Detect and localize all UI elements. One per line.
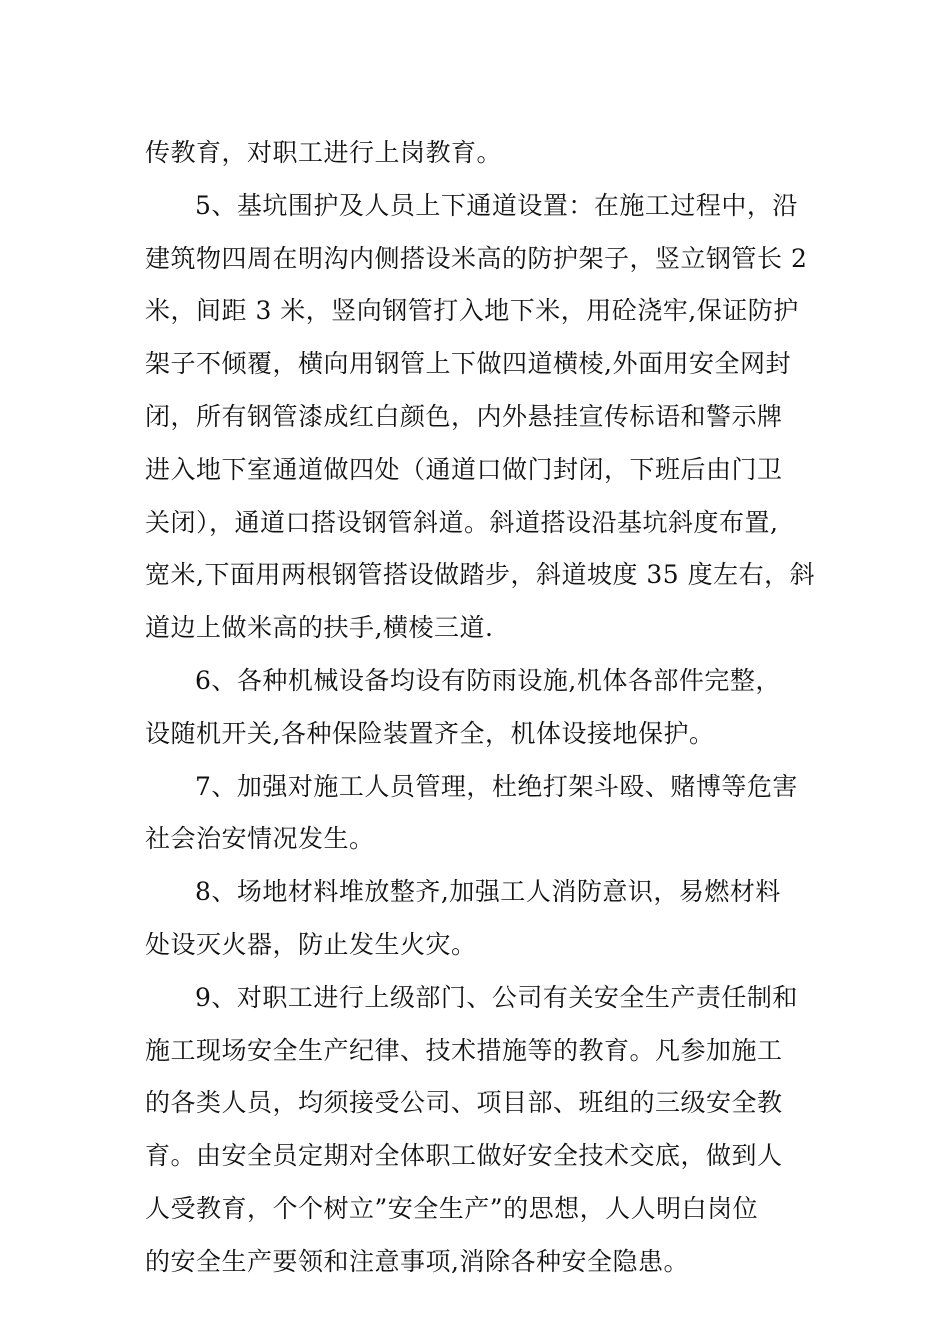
text-line: 建筑物四周在明沟内侧搭设米高的防护架子，竖立钢管长 2 <box>145 243 808 273</box>
text-line: 传教育，对职工进行上岗教育。 <box>145 138 503 167</box>
paragraph <box>145 866 809 972</box>
text-line: 的各类人员，均须接受公司、项目部、班组的三级安全教 <box>145 1088 783 1118</box>
text-line: 的安全生产要领和注意事项,消除各种安全隐患。 <box>145 1246 689 1276</box>
text-line: 社会治安情况发生。 <box>145 824 375 854</box>
paragraph <box>145 972 809 1289</box>
text-line: 育。由安全员定期对全体职工做好安全技术交底，做到人 <box>145 1141 783 1171</box>
text-line: 闭，所有钢管漆成红白颜色，内外悬挂宣传标语和警示牌 <box>145 401 783 431</box>
text-line: 7、加强对施工人员管理，杜绝打架斗殴、赌博等危害 <box>195 771 798 801</box>
text-line: 5、基坑围护及人员上下通道设置：在施工过程中，沿 <box>195 190 798 220</box>
text-line: 8、场地材料堆放整齐,加强工人消防意识，易燃材料 <box>195 877 781 907</box>
document-body <box>145 127 816 1289</box>
paragraph <box>145 127 809 180</box>
text-line: 道边上做米高的扶手,横棱三道. <box>145 613 494 643</box>
text-line: 宽米,下面用两根钢管搭设做踏步，斜道坡度 35 度左右，斜 <box>145 560 816 590</box>
text-line: 人受教育，个个树立”安全生产”的思想，人人明白岗位 <box>145 1193 759 1223</box>
paragraph <box>145 180 816 655</box>
text-line: 架子不倾覆，横向用钢管上下做四道横棱,外面用安全网封 <box>145 349 791 379</box>
text-line: 6、各种机械设备均设有防雨设施,机体各部件完整， <box>195 665 781 695</box>
text-line: 关闭），通道口搭设钢管斜道。斜道搭设沿基坑斜度布置, <box>145 507 779 537</box>
text-line: 设随机开关,各种保险装置齐全，机体设接地保护。 <box>145 718 715 748</box>
paragraph <box>145 761 809 867</box>
text-line: 9、对职工进行上级部门、公司有关安全生产责任制和 <box>195 982 798 1012</box>
text-line: 米，间距 3 米，竖向钢管打入地下米，用砼浇牢,保证防护 <box>145 296 799 326</box>
text-line: 处设灭火器，防止发生火灾。 <box>145 929 477 959</box>
text-line: 进入地下室通道做四处（通道口做门封闭，下班后由门卫 <box>145 454 783 484</box>
text-line: 施工现场安全生产纪律、技术措施等的教育。凡参加施工 <box>145 1035 783 1065</box>
paragraph <box>145 655 809 761</box>
